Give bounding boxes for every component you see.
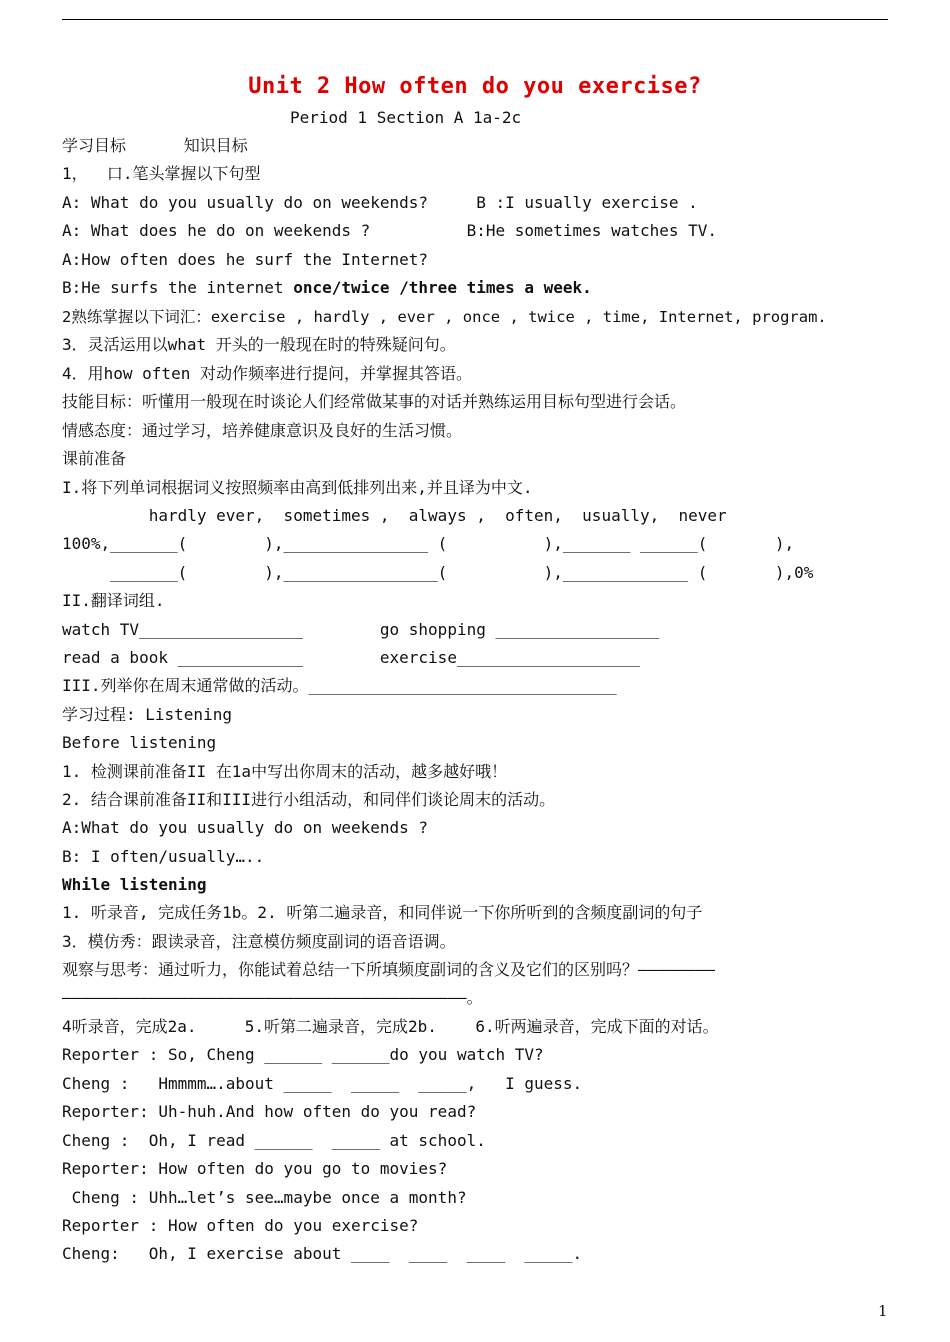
text-line: 2. 结合课前准备II和III进行小组活动，和同伴们谈论周末的活动。 xyxy=(62,790,556,809)
text-line: 1， 口.笔头掌握以下句型 xyxy=(62,164,261,183)
text-line: watch TV_________________ go shopping _________________ xyxy=(62,620,660,639)
text-line: Before listening xyxy=(62,733,217,752)
top-rule xyxy=(62,19,888,20)
text-line: 4听录音，完成2a. 5.听第二遍录音，完成2b. 6.听两遍录音，完成下面的对话。 xyxy=(62,1017,719,1036)
text-line: _______( ),________________( ),_____________ ( ),0% xyxy=(62,563,814,582)
text-line: I.将下列单词根据词义按照频率由高到低排列出来,并且译为中文. xyxy=(62,478,533,497)
text-line: Cheng: Oh, I exercise about ____ ____ ____ _____. xyxy=(62,1244,583,1263)
page-subtitle: Period 1 Section A 1a-2c xyxy=(290,108,522,127)
page-number: 1 xyxy=(878,1302,888,1320)
text-line: 学习过程: Listening xyxy=(62,705,232,724)
text-line: ——————————————————————————————————————————。 xyxy=(62,988,483,1007)
text-line: 技能目标：听懂用一般现在时谈论人们经常做某事的对话并熟练运用目标句型进行会话。 xyxy=(62,392,687,411)
text-line: A:How often does he surf the Internet? xyxy=(62,250,429,269)
text-line: B: I often/usually….. xyxy=(62,847,265,866)
text-line: 2熟练掌握以下词汇：exercise , hardly , ever , once , twice , time, Internet, program. xyxy=(62,308,827,326)
text-line: Reporter: Uh-huh.And how often do you read? xyxy=(62,1102,477,1121)
text-line: 情感态度：通过学习，培养健康意识及良好的生活习惯。 xyxy=(62,421,463,440)
text-line xyxy=(62,278,592,298)
text-line: 4．用how often 对动作频率进行提问，并掌握其答语。 xyxy=(62,364,472,383)
bold-phrase: once/twice /three times a week. xyxy=(293,278,592,297)
text-line: II.翻译词组. xyxy=(62,591,165,610)
text-line: III.列举你在周末通常做的活动。________________________________ xyxy=(62,676,617,695)
text-line: 学习目标 知识目标 xyxy=(62,136,248,155)
text-line: 100%,_______( ),_______________ ( ),_______ ______( ), xyxy=(62,534,795,553)
text-line: A: What do you usually do on weekends? B :I usually exercise . xyxy=(62,193,698,212)
text-line: Reporter : So, Cheng ______ ______do you watch TV? xyxy=(62,1045,544,1064)
text-line: A:What do you usually do on weekends ? xyxy=(62,818,429,837)
text-line: Cheng : Hmmmm….about _____ _____ _____, I guess. xyxy=(62,1074,583,1093)
text-span: B:He surfs the internet xyxy=(62,278,294,297)
page-title: Unit 2 How often do you exercise? xyxy=(248,74,702,99)
text-line: Cheng : Oh, I read ______ _____ at school. xyxy=(62,1131,486,1150)
text-line: Cheng : Uhh…let’s see…maybe once a month? xyxy=(62,1188,467,1207)
text-line: Reporter : How often do you exercise? xyxy=(62,1216,419,1235)
text-line: A: What does he do on weekends ? B:He sometimes watches TV. xyxy=(62,221,718,240)
text-line: 3．灵活运用以what 开头的一般现在时的特殊疑问句。 xyxy=(62,335,456,354)
text-line: hardly ever, sometimes , always , often, usually, never xyxy=(62,506,727,525)
text-line: 1. 检测课前准备II 在1a中写出你周末的活动，越多越好哦！ xyxy=(62,762,508,781)
text-line: 3．模仿秀：跟读录音，注意模仿频度副词的语音语调。 xyxy=(62,932,456,951)
text-line: 观察与思考：通过听力，你能试着总结一下所填频度副词的含义及它们的区别吗？———————— xyxy=(62,960,716,979)
text-line: 课前准备 xyxy=(62,449,127,468)
text-line: Reporter: How often do you go to movies? xyxy=(62,1159,448,1178)
text-line: 1. 听录音, 完成任务1b。2. 听第二遍录音，和同伴说一下你所听到的含频度副词的句子 xyxy=(62,903,703,922)
text-line: read a book _____________ exercise___________________ xyxy=(62,648,640,667)
section-heading: While listening xyxy=(62,875,207,894)
